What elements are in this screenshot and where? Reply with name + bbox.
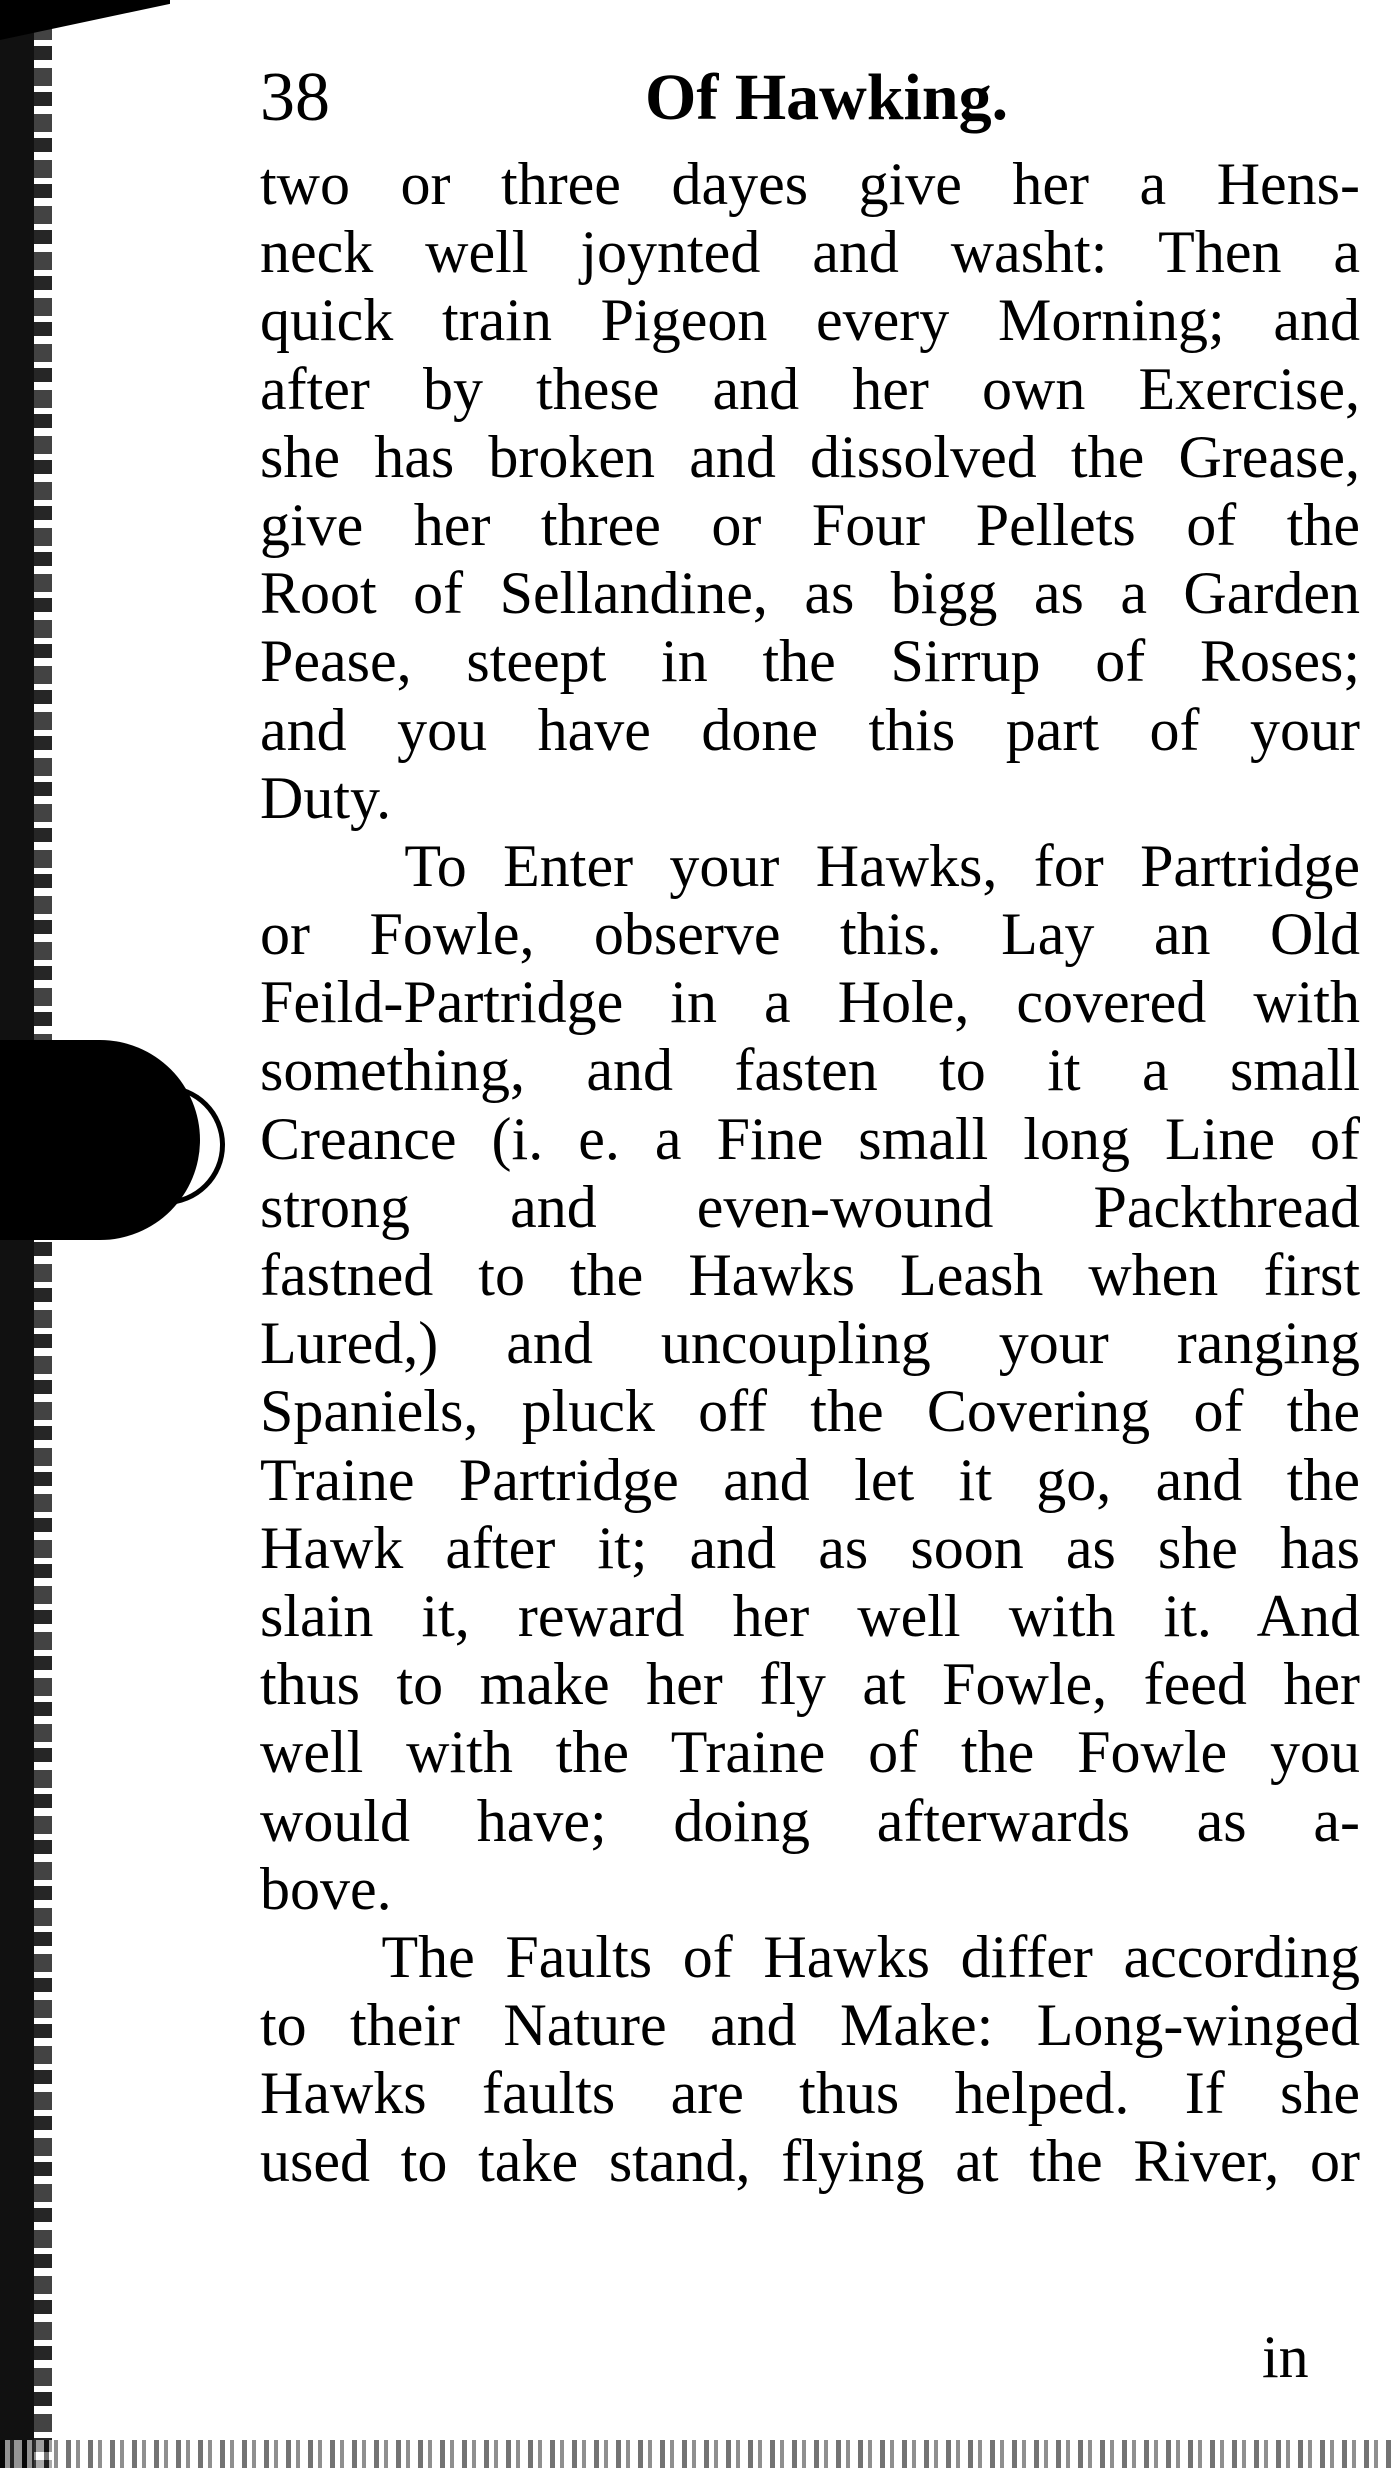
text-line: she has broken and dissolved the Grease,: [260, 423, 1360, 490]
text-line: and you have done this part of your: [260, 696, 1360, 763]
text-line: give her three or Four Pellets of the: [260, 491, 1360, 558]
text-line: Lured,) and uncoupling your ranging: [260, 1310, 1360, 1377]
text-line: quick train Pigeon every Morning; and: [260, 287, 1360, 354]
text-line: slain it, reward her well with it. And: [260, 1582, 1360, 1649]
text-line: Duty.: [260, 764, 392, 831]
text-line: The Faults of Hawks differ according: [260, 1923, 1360, 1990]
text-line: to their Nature and Make: Long-winged: [260, 1992, 1360, 2059]
bottom-edge-shadow: [0, 2440, 1392, 2468]
text-line: Pease, steept in the Sirrup of Roses;: [260, 628, 1360, 695]
text-line: well with the Traine of the Fowle you: [260, 1719, 1360, 1786]
text-line: would have; doing afterwards as a-: [260, 1787, 1360, 1854]
text-line: Hawks faults are thus helped. If she: [260, 2060, 1360, 2127]
text-line: neck well joynted and washt: Then a: [260, 219, 1360, 286]
text-line: Spaniels, pluck off the Covering of the: [260, 1378, 1360, 1445]
text-line: strong and even-wound Packthread: [260, 1173, 1360, 1240]
catchword: in: [1262, 2324, 1309, 2390]
text-line: two or three dayes give her a Hens-: [260, 151, 1360, 217]
corner-ink-mark: [0, 0, 170, 40]
page-number: 38: [260, 59, 330, 136]
text-line: Root of Sellandine, as bigg as a Garden: [260, 560, 1360, 627]
text-line: Creance (i. e. a Fine small long Line of: [260, 1105, 1360, 1172]
running-head: Of Hawking.: [645, 61, 1009, 134]
page-header: [260, 48, 1370, 148]
text-line: Feild-Partridge in a Hole, covered with: [260, 969, 1360, 1036]
text-line: bove.: [260, 1855, 392, 1922]
text-line: something, and fasten to it a small: [260, 1037, 1360, 1104]
text-line: thus to make her fly at Fowle, feed her: [260, 1651, 1360, 1718]
text-line: after by these and her own Exercise,: [260, 355, 1360, 422]
page-clip-ring: [140, 1085, 225, 1205]
text-line: used to take stand, flying at the River, or: [260, 2128, 1360, 2195]
text-line: Traine Partridge and let it go, and the: [260, 1446, 1360, 1513]
text-line: Hawk after it; and as soon as she has: [260, 1514, 1360, 1581]
text-line: To Enter your Hawks, for Partridge: [260, 832, 1360, 899]
text-line: fastned to the Hawks Leash when first: [260, 1242, 1360, 1308]
body-text: [260, 150, 1360, 2196]
text-line: or Fowle, observe this. Lay an Old: [260, 901, 1360, 968]
